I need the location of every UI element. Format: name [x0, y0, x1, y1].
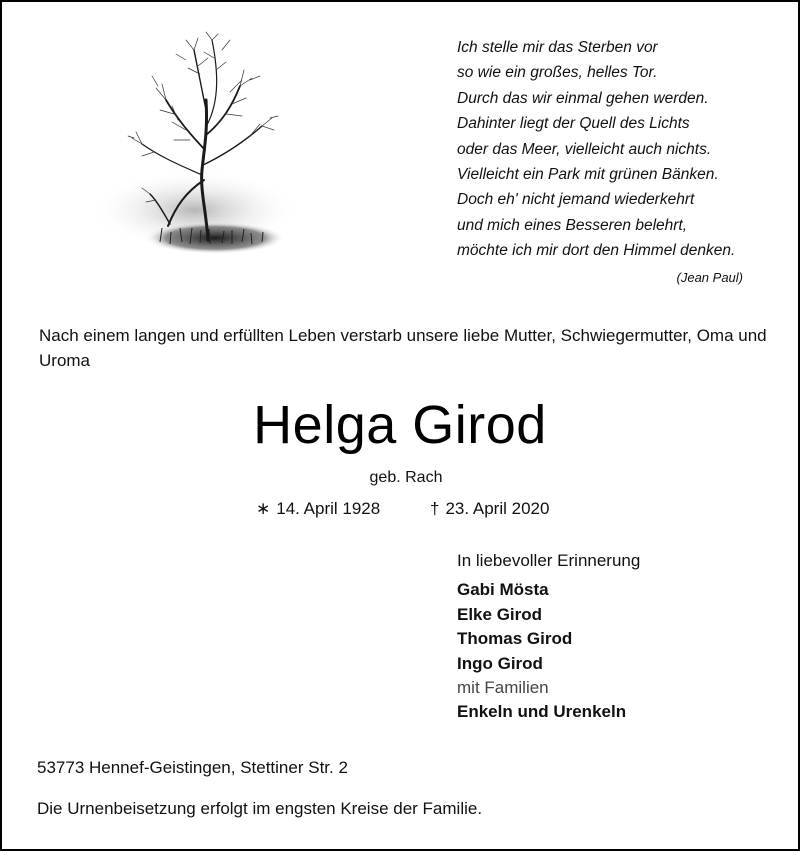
deceased-name: Helga Girod — [253, 395, 547, 455]
poem-author: (Jean Paul) — [676, 270, 743, 285]
mourner-name: Thomas Girod — [457, 629, 573, 649]
with-families: mit Familien — [457, 678, 549, 698]
grandchildren: Enkeln und Urenkeln — [457, 702, 627, 722]
poem-line: Dahinter liegt der Quell des Lichts — [457, 115, 690, 133]
poem-line: oder das Meer, vielleicht auch nichts. — [457, 140, 712, 158]
poem-line: Durch das wir einmal gehen werden. — [457, 89, 709, 107]
maiden-name: geb. Rach — [369, 469, 443, 486]
mourners-block — [457, 549, 640, 725]
intro-text: Nach einem langen und erfüllten Leben verstarb unsere liebe Mutter, Schwiegermutter, Oma und Uroma — [39, 326, 767, 370]
mourner-name: Elke Girod — [457, 604, 543, 624]
mourner-name: Ingo Girod — [457, 653, 543, 673]
address: 53773 Hennef-Geistingen, Stettiner Str. 2 — [37, 758, 348, 777]
burial-notice: Die Urnenbeisetzung erfolgt im engsten Kreise der Familie. — [37, 799, 483, 818]
birth-date-line — [256, 499, 380, 519]
death-cross-icon: † — [430, 499, 440, 518]
poem-line: Vielleicht ein Park mit grünen Bänken. — [457, 166, 719, 184]
tree-illustration — [90, 30, 310, 270]
poem-line: so wie ein großes, helles Tor. — [457, 64, 658, 82]
poem — [457, 35, 777, 264]
poem-line: möchte ich mir dort den Himmel denken. — [457, 242, 736, 260]
death-date: 23. April 2020 — [445, 499, 550, 518]
birth-date: 14. April 1928 — [276, 499, 381, 518]
death-date-line — [430, 499, 549, 519]
poem-line: Ich stelle mir das Sterben vor — [457, 39, 658, 56]
birth-star-icon: ∗ — [256, 499, 271, 518]
mourner-name: Gabi Mösta — [457, 580, 549, 600]
poem-line: Doch eh' nicht jemand wiederkehrt — [457, 191, 695, 209]
poem-line: und mich eines Besseren belehrt, — [457, 216, 688, 234]
mourners-intro: In liebevoller Erinnerung — [457, 551, 641, 570]
